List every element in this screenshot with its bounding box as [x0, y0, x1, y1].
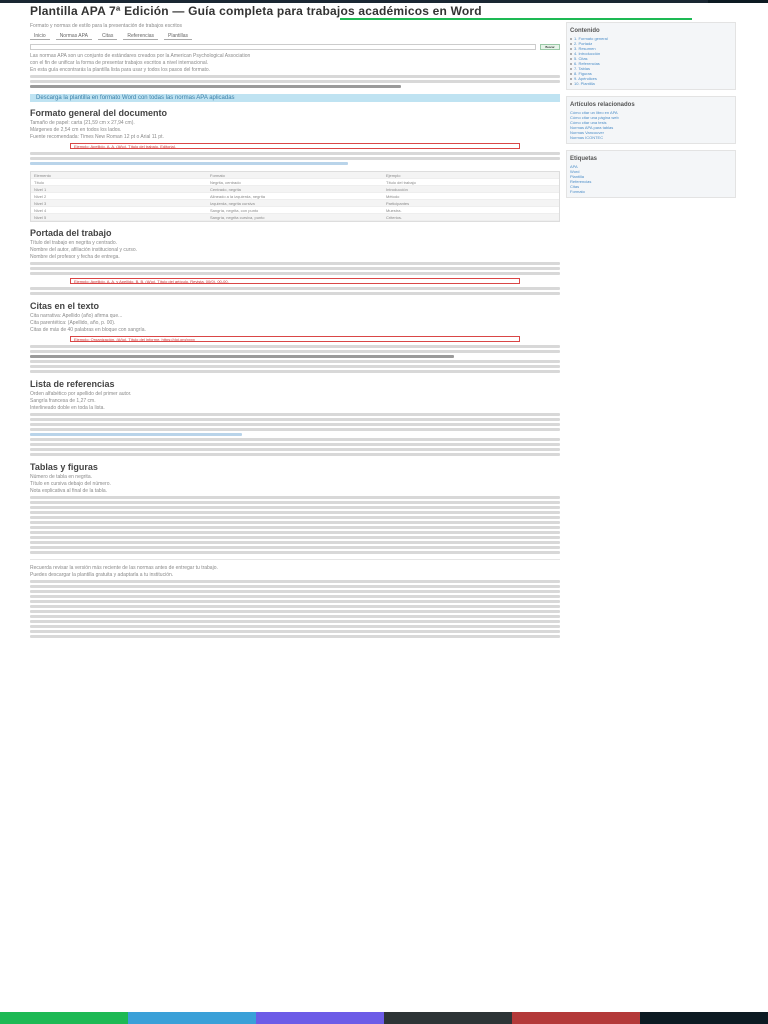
sidebar [566, 22, 736, 1012]
table-header: Ejemplo [386, 173, 401, 178]
table-cell: Sangría, negrita, con punto [210, 208, 259, 213]
section-line: Márgenes de 2,54 cm en todos los lados. [30, 127, 122, 133]
table-row [31, 207, 559, 214]
table-cell: Sangría, negrita cursiva, punto [210, 215, 265, 220]
section-line: Citas de más de 40 palabras en bloque con sangría. [30, 327, 146, 333]
section-line: Sangría francesa de 1,27 cm. [30, 398, 96, 404]
section-heading: Tablas y figuras [30, 462, 98, 472]
section-line: Orden alfabético por apellido del primer autor. [30, 391, 132, 397]
closing-line: Puedes descargar la plantilla gratuita y adaptarla a tu institución. [30, 572, 174, 578]
footer-color-block [512, 1012, 640, 1024]
table-row [31, 200, 559, 207]
tag-link[interactable]: Referencias [570, 179, 592, 184]
tags-title: Etiquetas [570, 156, 598, 162]
intro-line: En esta guía encontrarás la plantilla lista para usar y todos los pasos del formato. [30, 67, 211, 73]
table-cell: Nivel 2 [34, 194, 47, 199]
section-line: Nombre del autor, afiliación institucional y curso. [30, 247, 137, 253]
intro-line: con el fin de unificar la forma de presentar trabajos escritos a nivel internacional. [30, 60, 209, 66]
footer-stripe [0, 1012, 768, 1024]
toc-link[interactable]: 2. Portada [574, 41, 593, 46]
example-box: Ejemplo: Organización. (Año). Título del informe. https://doi.org/xxxx [70, 336, 520, 342]
section-line: Tamaño de papel: carta (21,59 cm x 27,94 cm). [30, 120, 135, 126]
table-cell: Título [34, 180, 45, 185]
table-cell: Nivel 4 [34, 208, 47, 213]
search-bar [30, 44, 560, 50]
section-line: Fuente recomendada: Times New Roman 12 pt o Arial 11 pt. [30, 134, 164, 140]
table-cell: Centrado, negrita [210, 187, 241, 192]
example-box: Ejemplo: Apellido, A. A. (Año). Título del trabajo. Editorial. [70, 143, 520, 149]
related-link[interactable]: Normas Vancouver [570, 130, 604, 135]
section-line: Cita narrativa: Apellido (año) afirma que... [30, 313, 123, 319]
table-row [31, 179, 559, 186]
section-line: Título del trabajo en negrita y centrado. [30, 240, 117, 246]
section-heading: Formato general del documento [30, 108, 168, 118]
download-banner[interactable]: Descarga la plantilla en formato Word con todas las normas APA aplicadas [30, 94, 560, 102]
tags-box [566, 150, 736, 198]
intro-line: Las normas APA son un conjunto de estándares creados por la American Psychological Association [30, 53, 251, 59]
section-line: Nota explicativa al final de la tabla. [30, 488, 107, 494]
title-underline [340, 18, 692, 20]
table-cell: Nivel 5 [34, 215, 47, 220]
tag-link[interactable]: Word [570, 169, 580, 174]
tab-normas[interactable]: Normas APA [56, 33, 92, 40]
tab-referencias[interactable]: Referencias [123, 33, 158, 40]
related-title: Artículos relacionados [570, 102, 635, 108]
table-cell: Muestra. [386, 208, 402, 213]
table-cell: Título del trabajo [386, 180, 416, 185]
toc-link[interactable]: 4. Introducción [574, 51, 601, 56]
main-content [30, 22, 560, 1012]
table-header: Elemento [34, 173, 51, 178]
tag-link[interactable]: Formato [570, 189, 585, 194]
table-header: Formato [210, 173, 225, 178]
search-button[interactable]: Buscar [540, 44, 560, 50]
closing-line: Recuerda revisar la versión más reciente de las normas antes de entregar tu trabajo. [30, 565, 218, 571]
headings-table [30, 171, 560, 222]
related-link[interactable]: Cómo citar una página web [570, 115, 619, 120]
tag-link[interactable]: Plantilla [570, 174, 585, 179]
tag-link[interactable]: Citas [570, 184, 580, 189]
table-cell: Izquierda, negrita cursiva [210, 201, 255, 206]
table-cell: Nivel 3 [34, 201, 47, 206]
toc-link[interactable]: 5. Citas [574, 56, 588, 61]
related-link[interactable]: Normas APA para tablas [570, 125, 614, 130]
toc-link[interactable]: 9. Apéndices [574, 76, 597, 81]
top-bar-accent [708, 0, 768, 3]
table-cell: Alineado a la izquierda, negrita [210, 194, 265, 199]
related-link[interactable]: Cómo citar un libro en APA [570, 110, 618, 115]
table-cell: Introducción [386, 187, 408, 192]
related-link[interactable]: Cómo citar una tesis [570, 120, 607, 125]
section-line: Nombre del profesor y fecha de entrega. [30, 254, 120, 260]
tab-plantillas[interactable]: Plantillas [164, 33, 192, 40]
page-title: Plantilla APA 7ª Edición — Guía completa para trabajos académicos en Word [30, 4, 482, 18]
toc-link[interactable]: 6. Referencias [574, 61, 600, 66]
footer-color-block [640, 1012, 768, 1024]
table-cell: Criterios. [386, 215, 403, 220]
toc-link[interactable]: 3. Resumen [574, 46, 596, 51]
tab-citas[interactable]: Citas [98, 33, 117, 40]
section-line: Título en cursiva debajo del número. [30, 481, 111, 487]
toc-title: Contenido [570, 28, 600, 34]
table-row [31, 186, 559, 193]
toc-link[interactable]: 1. Formato general [574, 36, 608, 41]
tab-inicio[interactable]: Inicio [30, 33, 50, 40]
related-box [566, 96, 736, 144]
table-row [31, 193, 559, 200]
section-heading: Citas en el texto [30, 301, 100, 311]
header-tabs [30, 33, 560, 40]
search-input[interactable] [30, 44, 536, 50]
footer-color-block [0, 1012, 128, 1024]
footer-color-block [384, 1012, 512, 1024]
toc-box [566, 22, 736, 90]
table-cell: Método [386, 194, 400, 199]
toc-link[interactable]: 8. Figuras [574, 71, 592, 76]
footer-color-block [128, 1012, 256, 1024]
page-subtitle: Formato y normas de estilo para la presentación de trabajos escritos [30, 23, 183, 29]
example-box: Ejemplo: Apellido, A. A. y Apellido, B. B. (Año). Título del artículo. Revista, 00(0), 00-00. [70, 278, 520, 284]
toc-link[interactable]: 7. Tablas [574, 66, 590, 71]
table-cell: Negrita, centrado [210, 180, 241, 185]
top-bar [0, 0, 768, 3]
section-line: Número de tabla en negrita. [30, 474, 92, 480]
related-link[interactable]: Normas ICONTEC [570, 135, 604, 140]
section-heading: Portada del trabajo [30, 228, 112, 238]
table-cell: Participantes [386, 201, 410, 206]
table-row [31, 214, 559, 221]
tag-link[interactable]: APA [570, 164, 578, 169]
section-line: Cita parentética: (Apellido, año, p. 00). [30, 320, 116, 326]
toc-link[interactable]: 10. Plantilla [574, 81, 595, 86]
table-header-row [31, 172, 559, 179]
table-cell: Nivel 1 [34, 187, 47, 192]
section-heading: Lista de referencias [30, 379, 115, 389]
section-line: Interlineado doble en toda la lista. [30, 405, 105, 411]
footer-color-block [256, 1012, 384, 1024]
